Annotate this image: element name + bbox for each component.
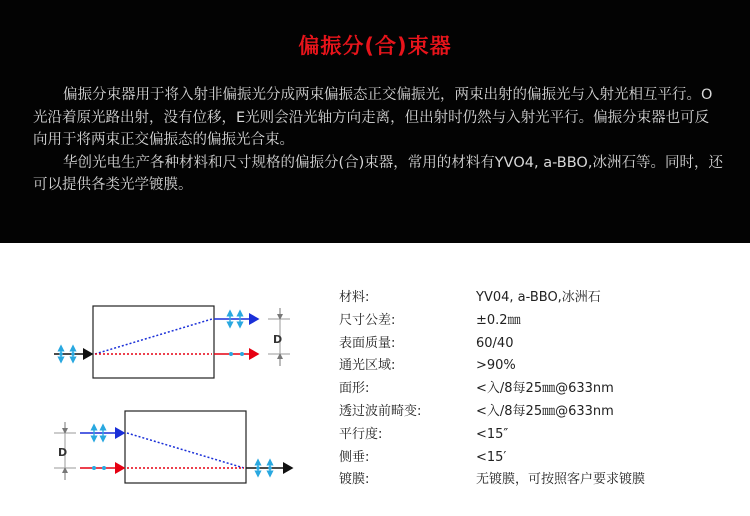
description-paragraph-1: 偏振分束器用于将入射非偏振光分成两束偏振态正交偏振光，两束出射的偏振光与入射光相互平行。O光沿着原光路出射，没有位移，E光则会沿光轴方向走离，但出射时仍然与入射光平行。偏振分束器也可反向用于将两束正交偏振态的偏振光合束。 [33,87,713,148]
spec-value: <入/8每25㎜@633nm [476,403,614,419]
spec-row [339,401,739,424]
spec-key: 通光区域: [339,358,396,374]
spec-row [339,378,739,401]
spec-key: 透过波前畸变: [339,403,422,419]
splitter-top [54,306,290,378]
spec-row [339,469,739,492]
spec-value: <入/8每25㎜@633nm [476,381,614,397]
spec-row [339,287,739,310]
spec-key: 平行度: [339,426,383,442]
spec-row [339,310,739,333]
spec-value: <15″ [476,426,509,442]
d-label-bottom: D [58,446,68,459]
spec-key: 材料: [339,290,370,305]
spec-key: 侧垂: [339,449,370,465]
spec-table [339,287,739,492]
spec-value: >90% [476,358,516,374]
d-label-top: D [273,333,283,346]
spec-value: YV04, a-BBO,冰洲石 [476,290,601,305]
spec-value: <15′ [476,449,507,465]
spec-key: 尺寸公差: [339,312,396,328]
combiner-bottom [54,411,292,483]
beam-splitter-diagram [40,286,330,496]
header-banner [0,0,750,243]
spec-key: 镀膜: [339,472,370,488]
description [33,84,723,197]
spec-value: 无镀膜，可按照客户要求镀膜 [476,472,646,488]
spec-row [339,447,739,470]
spec-value: ±0.2㎜ [476,312,521,328]
spec-row [339,333,739,356]
spec-key: 表面质量: [339,335,396,351]
description-paragraph-2: 华创光电生产各种材料和尺寸规格的偏振分(合)束器，常用的材料有YVO4, a-BBO,冰洲石等。同时，还可以提供各类光学镀膜。 [33,154,723,193]
page-title: 偏振分(合)束器 [298,34,452,58]
spec-key: 面形: [339,381,370,397]
spec-row [339,424,739,447]
spec-row [339,355,739,378]
spec-value: 60/40 [476,335,514,351]
